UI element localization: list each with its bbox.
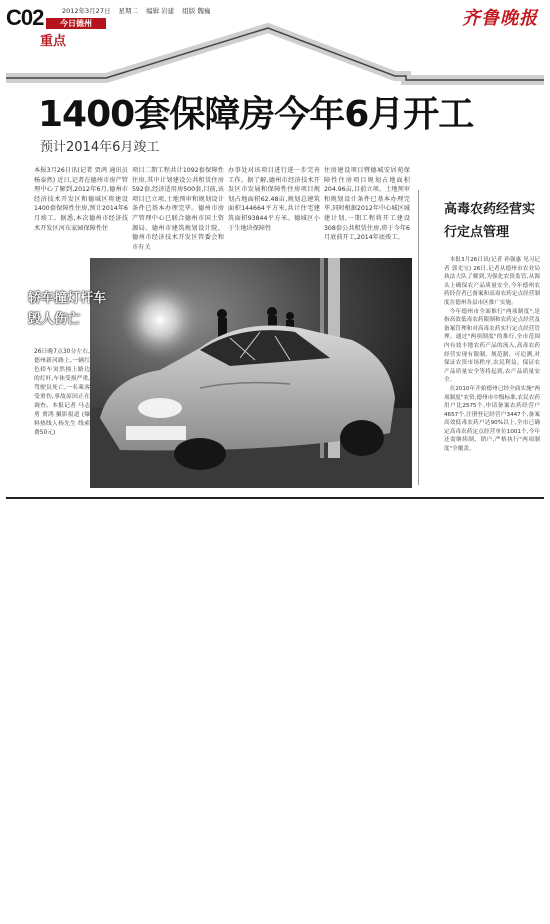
designer-credit: 组版 魏巍 — [182, 7, 211, 15]
side-paragraph: 本报3月26日讯(记者 孙强惠 见习记者 郭光宝) 26日,记者从德州市农业局执法大队了解到,为强化农资监管,从源头上确保农产品质量安全,今年德州农药经营者已备案和高毒农药定点经营制度在德州各县市区推广实施。 — [444, 257, 540, 306]
issue-date: 2012年3月27日 — [62, 7, 111, 15]
photo-story-body: 26日晚7点30分左右,德州新河路上,一辆红色轿车突然撞上路边的灯杆,车体受损严重,驾驶员死亡,一名乘客受重伤,事故原因正在调查。本报记者 马志勇 贾鸿 摄影报道 (爆料热线人杨先生 线索费50元) — [34, 349, 90, 436]
side-story-body — [444, 256, 540, 454]
section-tag: 重点 — [40, 34, 67, 49]
main-headline: 1400套保障房今年6月开工 — [38, 94, 474, 135]
side-paragraph: 在2010年开始德州已经全面实施"两项制度"农资,德州市中级标准,农民农药用户比2575个,申请备案农药经营户4657个,注册登记经营户3447个,备案高效低毒农药户达90%以上,全市已确定高毒农药定点经营单位1001个,今年还需继续制、销户,严格执行"两项制度"全覆盖。 — [444, 385, 540, 453]
issue-weekday: 星期二 — [118, 7, 139, 15]
section-tab: 今日德州 — [46, 18, 106, 29]
side-story-title: 高毒农药经营实行定点管理 — [444, 202, 536, 240]
main-body-column-3: 办事处对该项目进行进一步完善工作。据了解,德州市经济技术开发区市发展和保障性住房项目规划占地面积62.48亩,规划总建筑面积144664平方米,共计住宅建筑面积93844平方米。德城区小于生地块保障性 — [228, 167, 320, 232]
masthead-logo: 齐鲁晚报 — [462, 8, 538, 29]
main-body-column-2: 项目二期工程共计1092套保障性住房,其中计划建设公共租赁住房592套,经济适用房500套,目前,该项目已立项,土地预审和规划设计条件已基本办理完毕。德州市房产管理中心已联合德州市国土资源局、德州市建筑规划设计院、德州市经济技术开发区管委会和市有关 — [132, 167, 224, 251]
main-subhead: 预计2014年6月竣工 — [40, 140, 160, 155]
main-body-column-4: 住房建设项目暨德城安居苑保障性住房项目规划占地面积204.96亩,目前立项、土地预审和规划设计条件已基本办理完毕,同时根据2012年中心城区城建计划,一期工程将开工建设308套公共租赁住房,将于今年6月底前开工,2014年底竣工。 — [324, 167, 410, 242]
side-paragraph: 今年德州市全面推行"两项制度",是指高效低毒农药限制和农药定点经营及备案管理和对高毒农药实行定点经营管理。通过"两项制度"的推行,全市范围内有效丰地农药产品的流入,高毒农药经营实现有限制、规范制、可追溯,对保证农资市场秩序,农民利益。保证农产品质量安全等将起到,农产品质量安全。 — [444, 308, 540, 384]
column-divider — [418, 190, 419, 485]
bottom-rule — [6, 497, 544, 499]
accident-photo — [90, 258, 412, 488]
main-body-column-1: 本报3月26日讯(记者 贾鸿 通讯员 杨泰然) 近日,记者在德州市房产管理中心了解到,2012年6月,德州市经济技术开发区和德城区将建设1400套保障性住房,预计2014年6月竣工。据悉,本次德州市经济技术开发区河东家园保障性住 — [34, 167, 128, 232]
editor-credit: 编辑 岩建 — [146, 7, 175, 15]
page-code: C02 — [6, 5, 44, 30]
photo-story-title: 轿车撞灯杆车毁人伤亡 — [28, 291, 107, 327]
page-meta — [62, 6, 216, 15]
